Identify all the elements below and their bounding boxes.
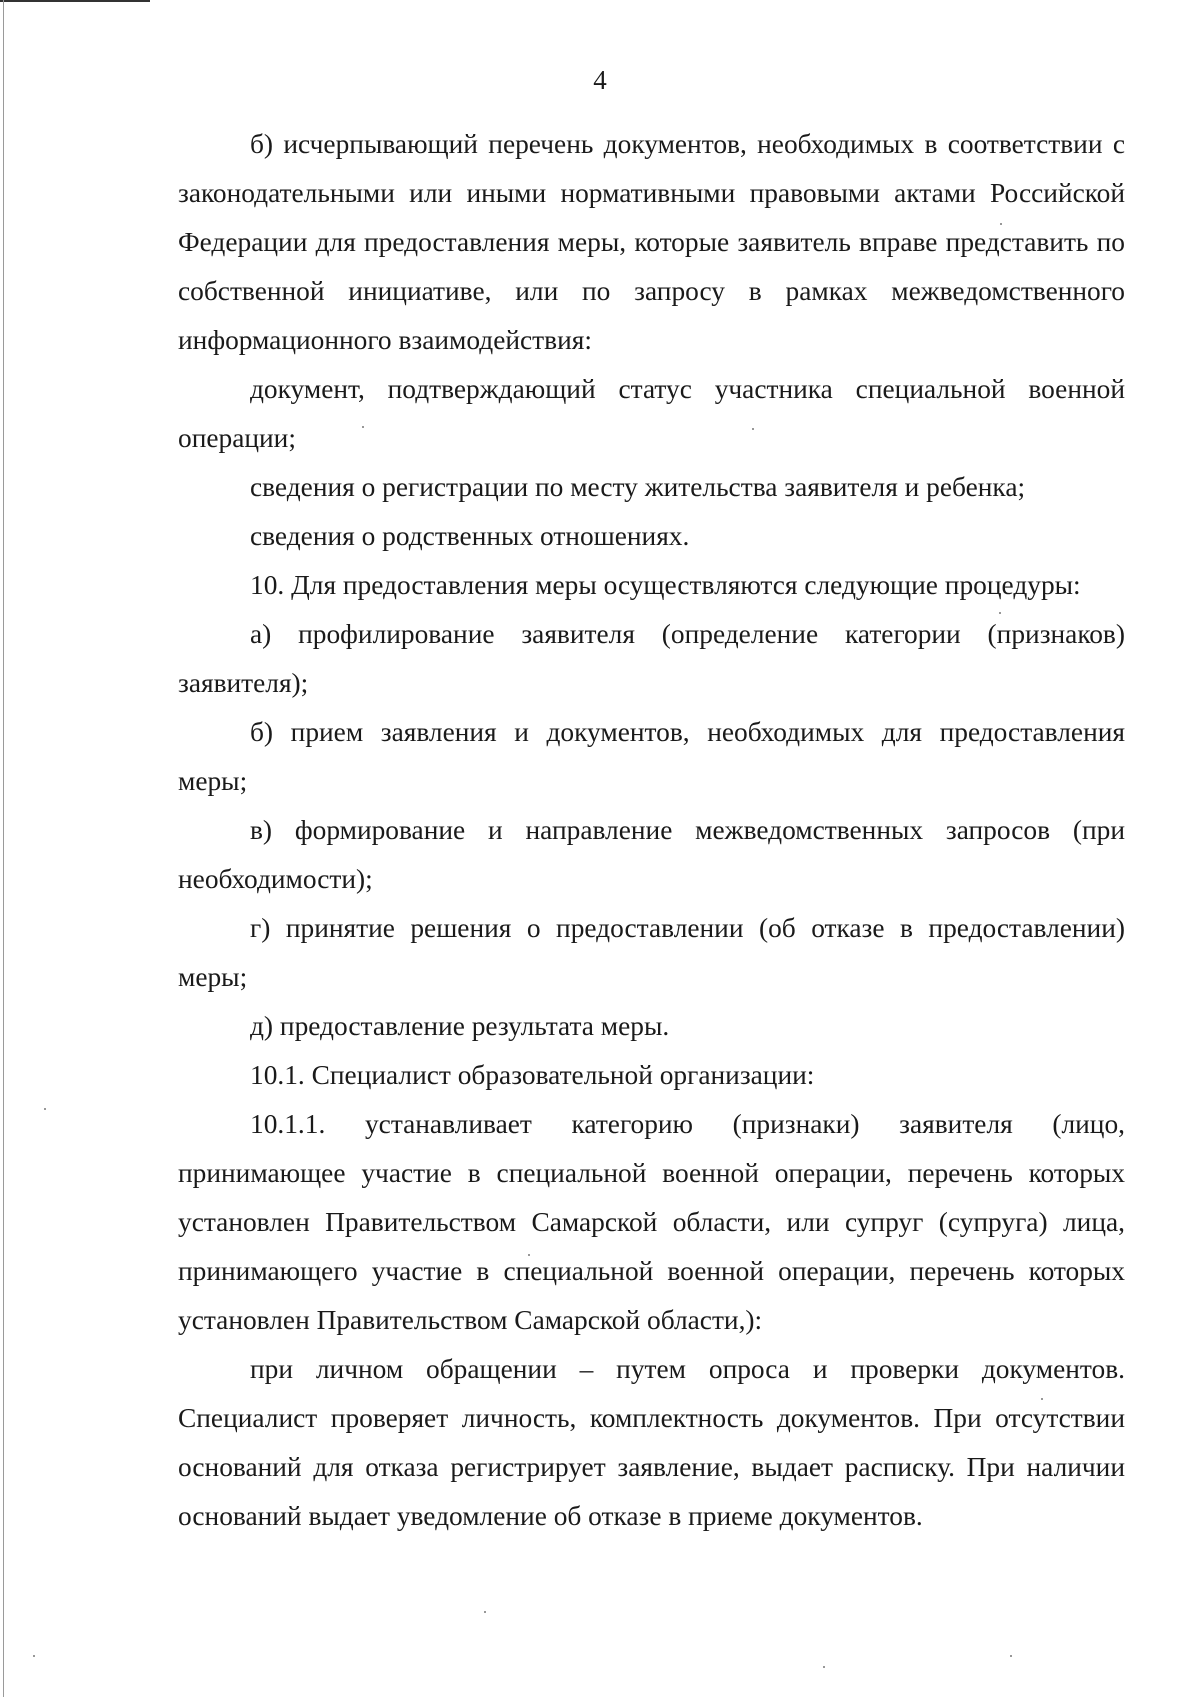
paragraph-a-profiling: а) профилирование заявителя (определение категории (признаков) заявителя); [178, 619, 1125, 698]
scan-border-left [3, 0, 4, 1697]
paragraph-status-document: документ, подтверждающий статус участника специальной военной операции; [178, 374, 1125, 453]
paragraph-b-document-list: б) исчерпывающий перечень документов, необходимых в соответствии с законодательными или иными нормативными правовыми актами Российской Федерации для предоставления меры, которые заявитель вправе представить по собственной инициативе, или по запросу в рамках межведомственного информационного взаимодействия: [178, 129, 1125, 355]
paragraph-10-1-1-category: 10.1.1. устанавливает категорию (признаки) заявителя (лицо, принимающее участие в специальной военной операции, перечень которых установлен Правительством Самарской области, или супруг (супруга) лица, принимающего участие в специальной военной операции, перечень которых установлен Правительством Самарской области,): [178, 1109, 1125, 1335]
paragraph-g-decision: г) принятие решения о предоставлении (об отказе в предоставлении) меры; [178, 913, 1125, 992]
paragraph-personal-appeal: при личном обращении – путем опроса и проверки документов. Специалист проверяет личность, комплектность документов. При отсутствии оснований для отказа регистрирует заявление, выдает расписку. При наличии оснований выдает уведомление об отказе в приеме документов. [178, 1354, 1125, 1531]
paragraph-registration-info: сведения о регистрации по месту жительства заявителя и ребенка; [250, 472, 1026, 502]
paragraph-10-procedures: 10. Для предоставления меры осуществляются следующие процедуры: [250, 570, 1081, 600]
paragraph-family-relations: сведения о родственных отношениях. [250, 521, 690, 551]
document-body [178, 120, 1125, 1541]
paragraph-v-requests: в) формирование и направление межведомственных запросов (при необходимости); [178, 815, 1125, 894]
scan-speck [484, 1611, 486, 1613]
page-number: 4 [593, 65, 607, 95]
scan-speck [752, 428, 754, 430]
scan-speck [1041, 1398, 1043, 1400]
scan-speck [823, 1666, 825, 1668]
scan-border-top [0, 0, 150, 2]
scan-speck [1000, 223, 1002, 225]
scan-speck [362, 426, 364, 428]
scan-speck [1010, 1655, 1012, 1657]
paragraph-b-reception: б) прием заявления и документов, необходимых для предоставления меры; [178, 717, 1125, 796]
scan-speck [999, 612, 1001, 614]
scan-speck [33, 1655, 35, 1657]
scan-speck [44, 1108, 46, 1110]
scan-speck [528, 1254, 530, 1256]
paragraph-10-1-specialist: 10.1. Специалист образовательной организации: [250, 1060, 815, 1090]
paragraph-d-result: д) предоставление результата меры. [250, 1011, 670, 1041]
